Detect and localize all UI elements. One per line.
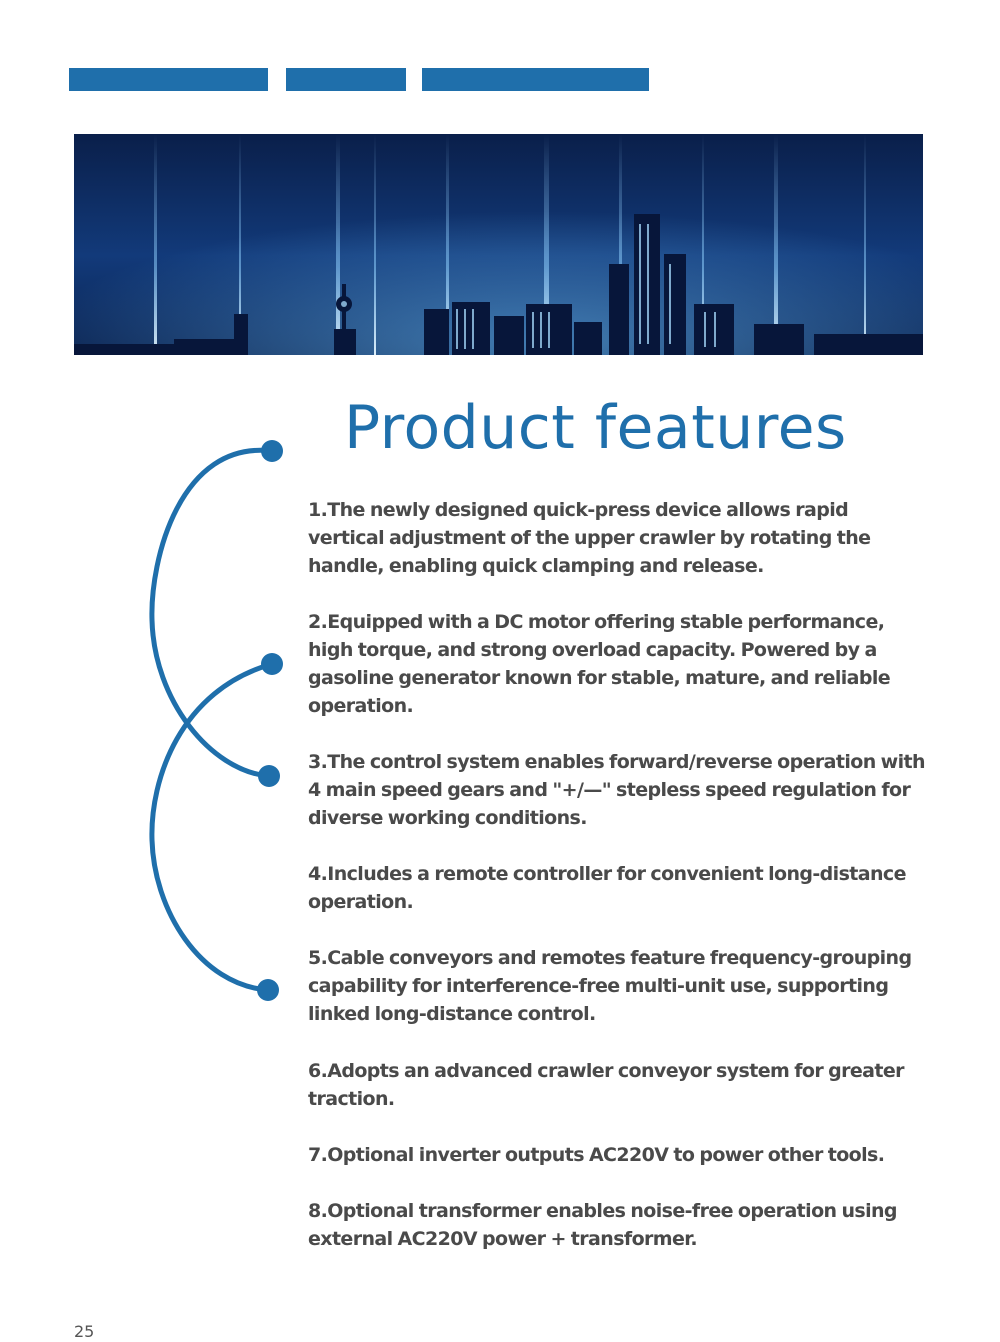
- curve-dot-2: [261, 653, 283, 675]
- upper-curve-line: [152, 450, 272, 776]
- feature-item-5: 5.Cable conveyors and remotes feature frequency-grouping capability for interference-free multi-unit use, supporting linked long-distance control.: [308, 947, 912, 1025]
- feature-item-7: 7.Optional inverter outputs AC220V to power other tools.: [308, 1144, 885, 1166]
- city-skyline-image: [74, 134, 923, 355]
- header-bar-3: [422, 68, 649, 91]
- feature-item-8: 8.Optional transformer enables noise-free operation using external AC220V power + transformer.: [308, 1200, 897, 1250]
- feature-item-3: 3.The control system enables forward/reverse operation with 4 main speed gears and "+/—" stepless speed regulation for diverse working conditions.: [308, 751, 925, 829]
- feature-item-6: 6.Adopts an advanced crawler conveyor system for greater traction.: [308, 1060, 904, 1110]
- curve-dot-1: [261, 440, 283, 462]
- header-bar-1: [69, 68, 268, 91]
- curve-dot-3: [258, 765, 280, 787]
- page-number: 25: [74, 1322, 95, 1341]
- page-title: Product features: [344, 393, 847, 463]
- header-bar-2: [286, 68, 406, 91]
- city-skyline-banner: [74, 134, 923, 355]
- curve-dot-4: [257, 979, 279, 1001]
- feature-item-1: 1.The newly designed quick-press device allows rapid vertical adjustment of the upper crawler by rotating the handle, enabling quick clamping and release.: [308, 499, 871, 577]
- lower-curve-line: [152, 664, 272, 990]
- feature-item-2: 2.Equipped with a DC motor offering stable performance, high torque, and strong overload capacity. Powered by a gasoline generator known for stable, mature, and reliable operation.: [308, 611, 891, 717]
- feature-item-4: 4.Includes a remote controller for convenient long-distance operation.: [308, 863, 906, 913]
